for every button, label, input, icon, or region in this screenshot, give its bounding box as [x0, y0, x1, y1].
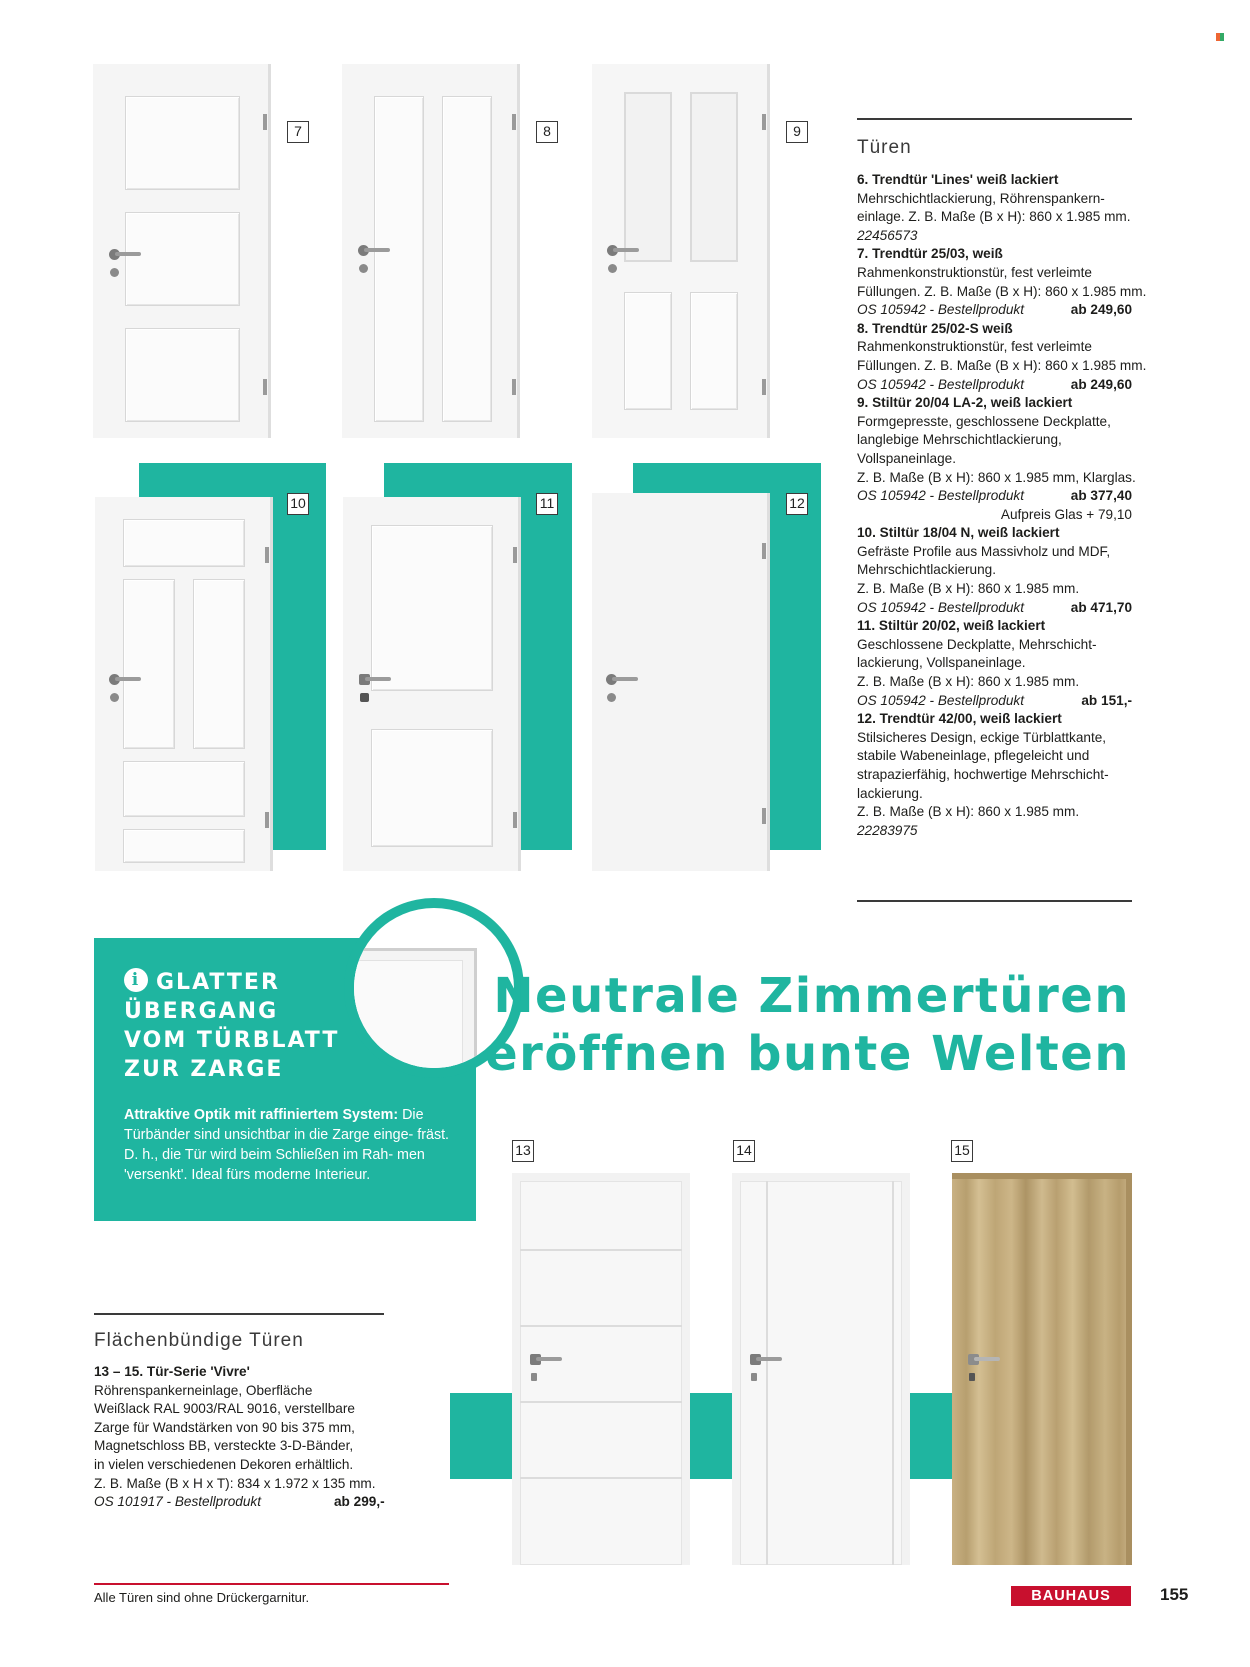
vivre-line: Magnetschloss BB, versteckte 3-D-Bänder, [94, 1438, 354, 1454]
item-11-line: Z. B. Maße (B x H): 860 x 1.985 mm. [857, 674, 1080, 690]
item-8-code: OS 105942 - Bestellprodukt [857, 376, 1025, 392]
section-title-tueren: Türen [857, 137, 912, 158]
item-12-title: 12. Trendtür 42/00, weiß lackiert [857, 711, 1062, 727]
item-9-line: Z. B. Maße (B x H): 860 x 1.985 mm, Klarglas. [857, 469, 1136, 485]
door-7-image [93, 64, 271, 438]
item-9-line: Formgepresste, geschlossene Deckplatte, [857, 413, 1111, 429]
bauhaus-logo: BAUHAUS [1011, 1586, 1131, 1606]
section-divider-bottom [857, 900, 1132, 902]
item-7-title: 7. Trendtür 25/03, weiß [857, 246, 1003, 262]
item-8-line: Rahmenkonstruktionstür, fest verleimte [857, 339, 1092, 355]
door-number-14: 14 [733, 1140, 755, 1162]
item-9-line: Vollspaneinlage. [857, 450, 957, 466]
door-11-image [343, 497, 521, 871]
door-9-image [592, 64, 770, 438]
item-9-title: 9. Stiltür 20/04 LA-2, weiß lackiert [857, 395, 1073, 411]
item-7-line: Rahmenkonstruktionstür, fest verleimte [857, 264, 1092, 280]
door-10-image [95, 497, 273, 871]
info-heading: i GLATTER ÜBERGANG VOM TÜRBLATT ZUR ZARGE [124, 970, 340, 1082]
item-11-title: 11. Stiltür 20/02, weiß lackiert [857, 618, 1046, 634]
item-7-line: Füllungen. Z. B. Maße (B x H): 860 x 1.985 mm. [857, 283, 1147, 299]
item-7-code: OS 105942 - Bestellprodukt [857, 302, 1025, 318]
item-6-title: 6. Trendtür 'Lines' weiß lackiert [857, 172, 1059, 187]
item-11-code: OS 105942 - Bestellprodukt [857, 692, 1025, 708]
vivre-price: ab 299,- [334, 1494, 385, 1510]
item-11-line: Geschlossene Deckplatte, Mehrschicht- [857, 636, 1097, 652]
item-10-code: OS 105942 - Bestellprodukt [857, 599, 1025, 615]
door-number-15: 15 [951, 1140, 973, 1162]
item-11-line: lackierung, Vollspaneinlage. [857, 655, 1026, 671]
door-number-9: 9 [786, 121, 808, 143]
item-9-price: ab 377,40 [1070, 488, 1132, 504]
door-8-image [342, 64, 520, 438]
flach-spec [94, 1363, 384, 1512]
info-body: Attraktive Optik mit raffiniertem System: Die Türbänder sind unsichtbar in die Zarge einge- fräst. D. h., die Tür wird beim Schließen im Rah- men 'versenkt'. Ideal fürs moderne Interieur. [124, 1107, 450, 1183]
corner-color-mark [1216, 33, 1224, 41]
item-8-price: ab 249,60 [1070, 376, 1132, 392]
item-12-line: lackierung. [857, 785, 923, 801]
page-number: 155 [1160, 1585, 1189, 1604]
section-title-flach: Flächenbündige Türen [94, 1330, 304, 1351]
tueren-spec-list [857, 171, 1147, 840]
door-15-oak-image [952, 1173, 1132, 1565]
vivre-title: 13 – 15. Tür-Serie 'Vivre' [94, 1364, 250, 1379]
item-12-code: 22283975 [857, 822, 918, 838]
vivre-line: Z. B. Maße (B x H x T): 834 x 1.972 x 135 mm. [94, 1475, 376, 1491]
door-number-12: 12 [786, 493, 808, 515]
section-divider-top [857, 118, 1132, 120]
item-12-line: strapazierfähig, hochwertige Mehrschicht- [857, 767, 1109, 782]
door-number-7: 7 [287, 121, 309, 143]
item-10-line: Z. B. Maße (B x H): 860 x 1.985 mm. [857, 581, 1080, 597]
footer-note: Alle Türen sind ohne Drückergarnitur. [94, 1590, 310, 1605]
item-9-code: OS 105942 - Bestellprodukt [857, 488, 1025, 504]
vivre-line: Zarge für Wandstärken von 90 bis 375 mm, [94, 1419, 355, 1435]
item-10-title: 10. Stiltür 18/04 N, weiß lackiert [857, 525, 1060, 541]
headline-line-2: eröffnen bunte Welten [485, 1026, 1130, 1082]
item-8-title: 8. Trendtür 25/02-S weiß [857, 320, 1013, 336]
item-8-line: Füllungen. Z. B. Maße (B x H): 860 x 1.985 mm. [857, 357, 1147, 373]
item-10-line: Gefräste Profile aus Massivholz und MDF, [857, 543, 1111, 559]
item-10-price: ab 471,70 [1070, 599, 1132, 615]
headline-line-1: Neutrale Zimmertüren [493, 968, 1130, 1024]
door-number-13: 13 [512, 1140, 534, 1162]
door-number-10: 10 [287, 493, 309, 515]
item-9-glass-surcharge: Aufpreis Glas + 79,10 [1000, 506, 1132, 522]
vivre-code: OS 101917 - Bestellprodukt [94, 1494, 262, 1510]
item-12-line: Stilsicheres Design, eckige Türblattkante, [857, 729, 1107, 745]
item-12-line: Z. B. Maße (B x H): 860 x 1.985 mm. [857, 804, 1080, 820]
door-13-image [512, 1173, 690, 1565]
item-9-line: langlebige Mehrschichtlackierung, [857, 432, 1062, 448]
door-number-8: 8 [536, 121, 558, 143]
vivre-line: Röhrenspankerneinlage, Oberfläche [94, 1382, 313, 1398]
footer-red-line [94, 1583, 449, 1585]
item-11-price: ab 151,- [1081, 692, 1132, 708]
section-divider-flach [94, 1313, 384, 1315]
vivre-line: in vielen verschiedenen Dekoren erhältlich. [94, 1456, 354, 1472]
door-12-image [592, 493, 770, 871]
item-12-line: stabile Wabeneinlage, pflegeleicht und [857, 748, 1090, 764]
info-icon: i [124, 968, 148, 992]
item-7-price: ab 249,60 [1070, 302, 1132, 318]
item-6-line: Mehrschichtlackierung, Röhrenspankern- [857, 190, 1105, 206]
door-14-image [732, 1173, 910, 1565]
vivre-line: Weißlack RAL 9003/RAL 9016, verstellbare [94, 1401, 355, 1417]
item-6-line: einlage. Z. B. Maße (B x H): 860 x 1.985 mm. [857, 209, 1131, 225]
item-6-code: 22456573 [857, 227, 918, 243]
door-number-11: 11 [536, 493, 558, 515]
item-10-line: Mehrschichtlackierung. [857, 562, 997, 578]
